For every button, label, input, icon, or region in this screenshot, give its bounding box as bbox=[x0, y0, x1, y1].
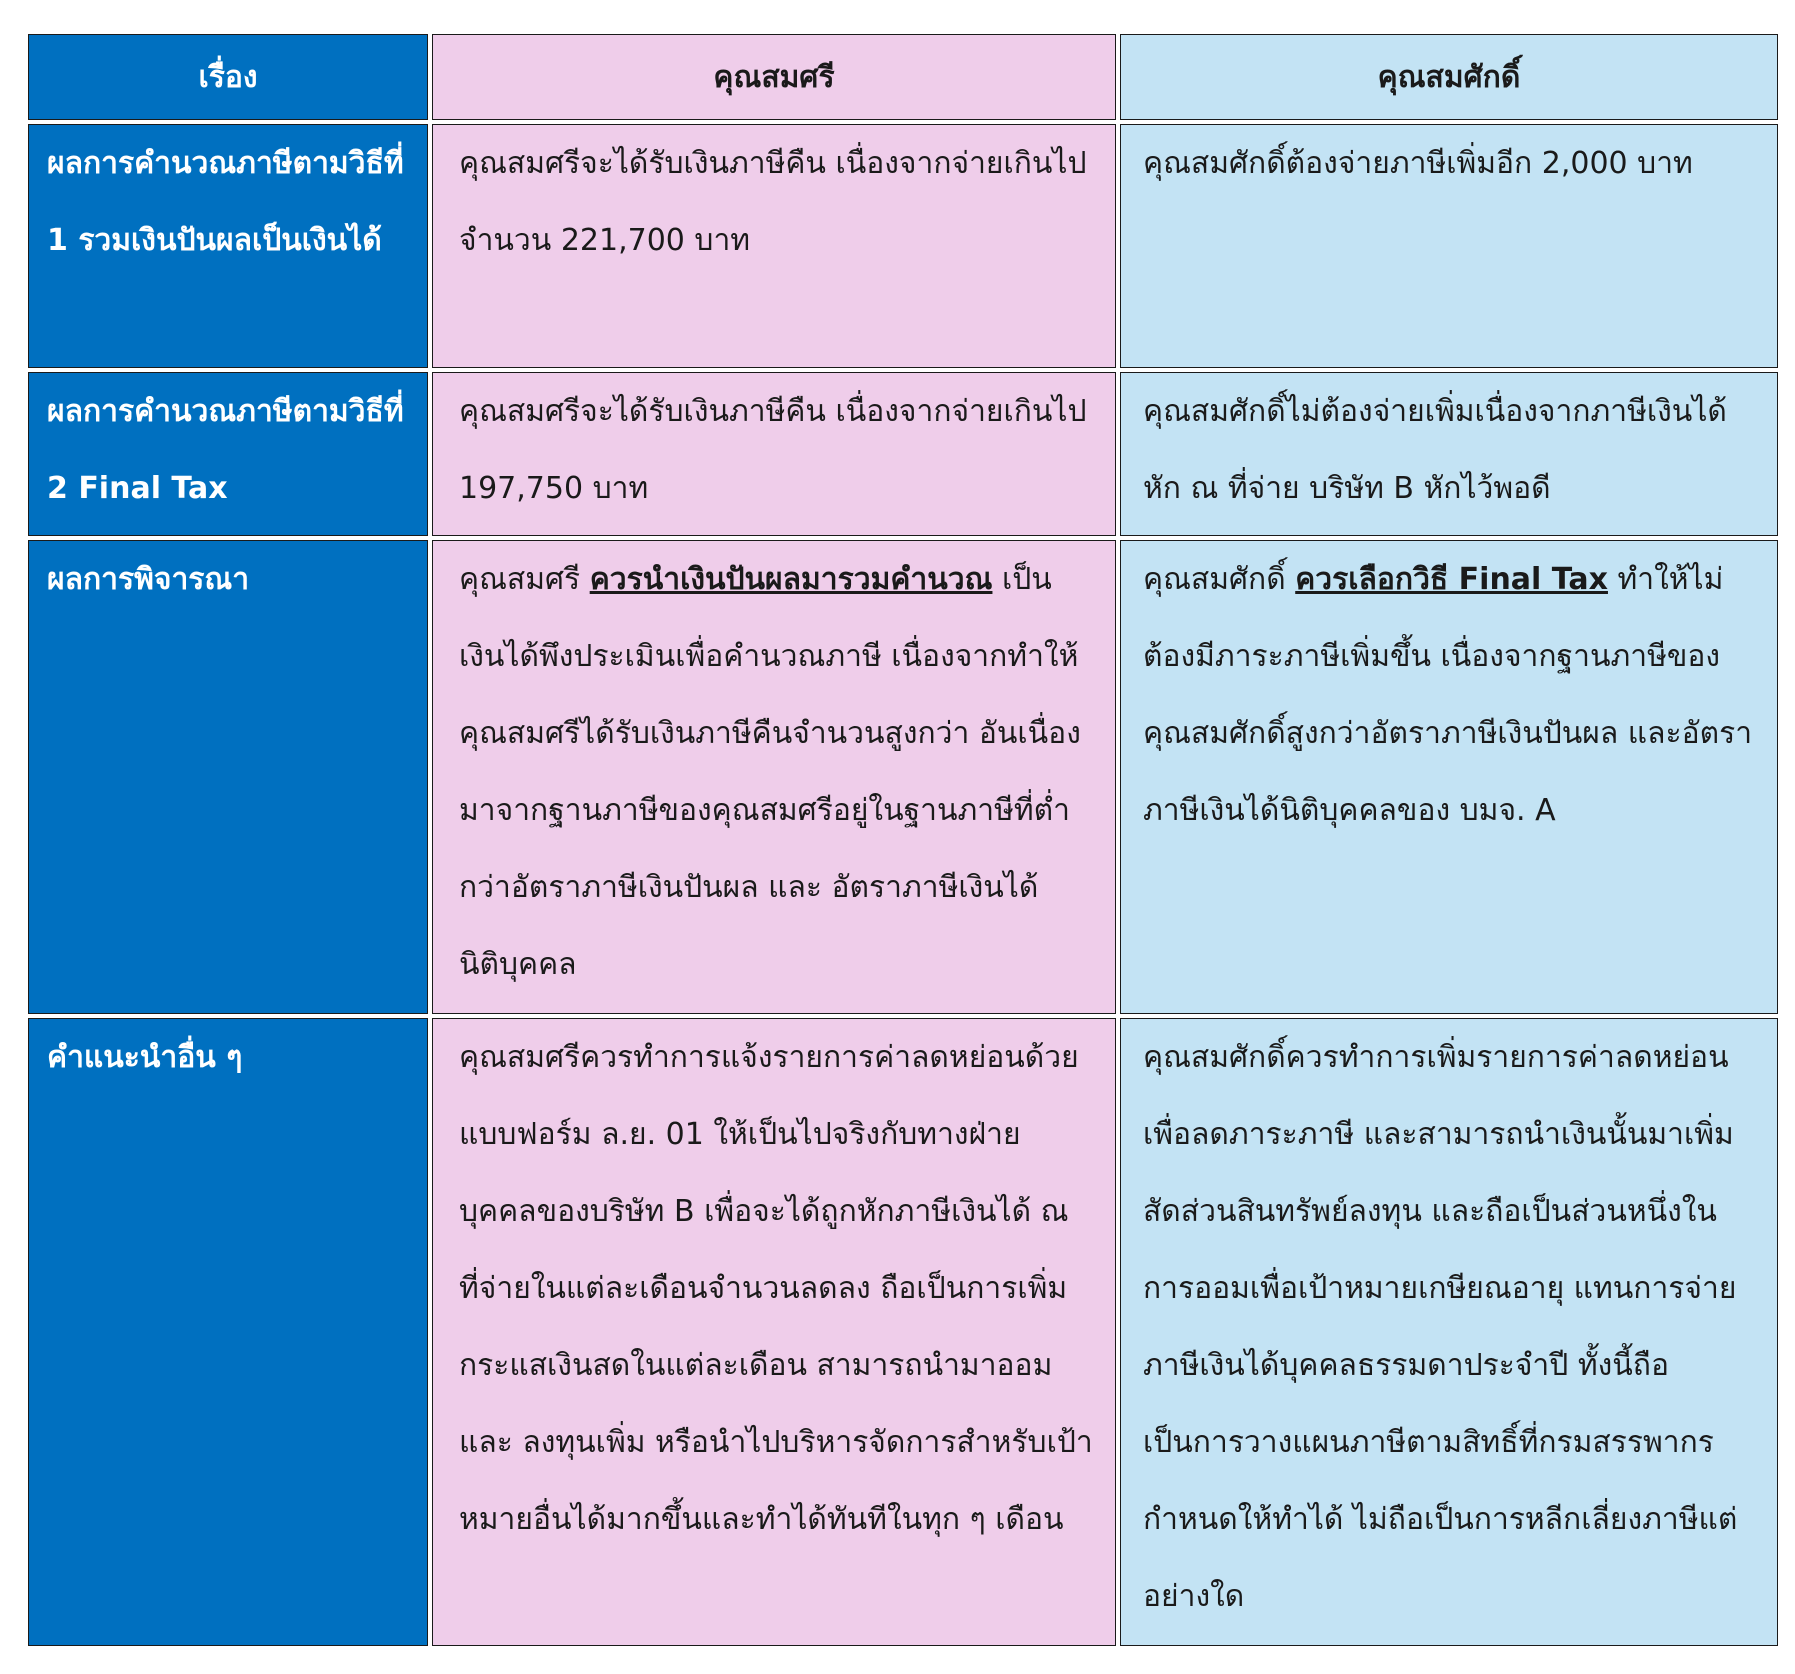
person-a-cell: คุณสมศรีควรทำการแจ้งรายการค่าลดหย่อนด้วยแบบฟอร์ม ล.ย. 01 ให้เป็นไปจริงกับทางฝ่ายบุคคลของบริษัท B เพื่อจะได้ถูกหักภาษีเงินได้ ณ ที่จ่ายในแต่ละเดือนจำนวนลดลง ถือเป็นการเพิ่มกระแสเงินสดในแต่ละเดือน สามารถนำมาออมและ ลงทุนเพิ่ม หรือนำไปบริหารจัดการสำหรับเป้าหมายอื่นได้มากขึ้นและทำได้ทันทีในทุก ๆ เดือน bbox=[432, 1018, 1116, 1646]
person-a-cell: คุณสมศรีจะได้รับเงินภาษีคืน เนื่องจากจ่ายเกินไป 197,750 บาท bbox=[432, 372, 1116, 536]
header-person-b: คุณสมศักดิ์ bbox=[1120, 34, 1778, 120]
row-topic: ผลการคำนวณภาษีตามวิธีที่ 1 รวมเงินปันผลเป็นเงินได้ bbox=[28, 124, 428, 368]
person-a-recommendation: ควรนำเงินปันผลมารวมคำนวณ bbox=[589, 562, 993, 597]
person-a-reason: เป็นเงินได้พึงประเมินเพื่อคำนวณภาษี เนื่องจากทำให้คุณสมศรีได้รับเงินภาษีคืนจำนวนสูงกว่า อันเนื่องมาจากฐานภาษีของคุณสมศรีอยู่ในฐานภาษีที่ต่ำกว่าอัตราภาษีเงินปันผล และ อัตราภาษีเงินได้นิติบุคคล bbox=[459, 562, 1081, 982]
header-row bbox=[28, 34, 1778, 120]
person-b-reason: ทำให้ไม่ต้องมีภาระภาษีเพิ่มขึ้น เนื่องจากฐานภาษีของคุณสมศักดิ์สูงกว่าอัตราภาษีเงินปันผล และอัตราภาษีเงินได้นิติบุคคลของ บมจ. A bbox=[1143, 562, 1753, 828]
row-topic: คำแนะนำอื่น ๆ bbox=[28, 1018, 428, 1646]
tax-comparison-table bbox=[24, 30, 1782, 1650]
person-a-cell bbox=[432, 540, 1116, 1014]
row-topic: ผลการคำนวณภาษีตามวิธีที่ 2 Final Tax bbox=[28, 372, 428, 536]
person-a-cell: คุณสมศรีจะได้รับเงินภาษีคืน เนื่องจากจ่ายเกินไปจำนวน 221,700 บาท bbox=[432, 124, 1116, 368]
table-row bbox=[28, 124, 1778, 368]
header-topic: เรื่อง bbox=[28, 34, 428, 120]
person-b-cell bbox=[1120, 540, 1778, 1014]
person-b-cell: คุณสมศักดิ์ควรทำการเพิ่มรายการค่าลดหย่อนเพื่อลดภาระภาษี และสามารถนำเงินนั้นมาเพิ่มสัดส่วนสินทรัพย์ลงทุน และถือเป็นส่วนหนึ่งในการออมเพื่อเป้าหมายเกษียณอายุ แทนการจ่ายภาษีเงินได้บุคคลธรรมดาประจำปี ทั้งนี้ถือเป็นการวางแผนภาษีตามสิทธิ์ที่กรมสรรพากรกำหนดให้ทำได้ ไม่ถือเป็นการหลีกเลี่ยงภาษีแต่อย่างใด bbox=[1120, 1018, 1778, 1646]
person-b-recommendation: ควรเลือกวิธี Final Tax bbox=[1295, 562, 1608, 597]
person-a-prefix: คุณสมศรี bbox=[459, 562, 590, 597]
table-row bbox=[28, 1018, 1778, 1646]
person-b-cell: คุณสมศักดิ์ต้องจ่ายภาษีเพิ่มอีก 2,000 บาท bbox=[1120, 124, 1778, 368]
table-row bbox=[28, 372, 1778, 536]
person-b-prefix: คุณสมศักดิ์ bbox=[1143, 562, 1296, 597]
row-topic: ผลการพิจารณา bbox=[28, 540, 428, 1014]
header-person-a: คุณสมศรี bbox=[432, 34, 1116, 120]
table-row bbox=[28, 540, 1778, 1014]
person-b-cell: คุณสมศักดิ์ไม่ต้องจ่ายเพิ่มเนื่องจากภาษีเงินได้หัก ณ ที่จ่าย บริษัท B หักไว้พอดี bbox=[1120, 372, 1778, 536]
